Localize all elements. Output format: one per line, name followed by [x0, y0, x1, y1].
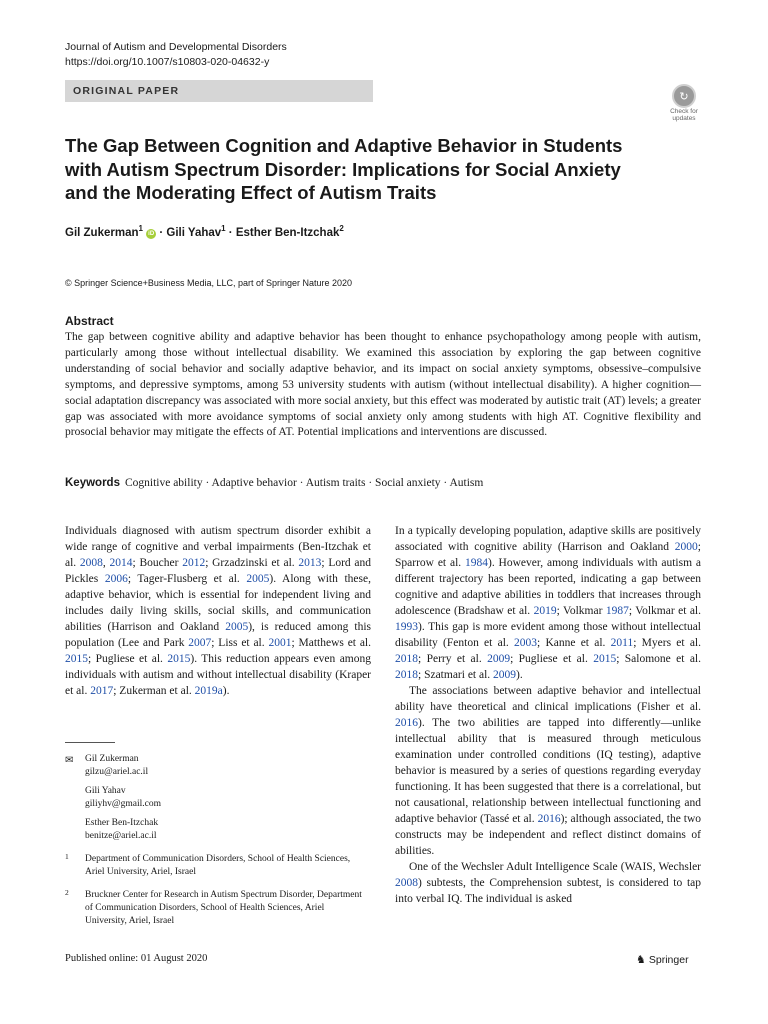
body-paragraph [395, 683, 701, 859]
abstract-heading: Abstract [65, 314, 114, 328]
body-text-run: ); although associated, the two constructs may be independent and reflect distinct domains of abilities. [395, 813, 702, 857]
citation-link[interactable]: 2007 [188, 637, 212, 649]
contact-entry [65, 753, 365, 779]
body-text-run: ; Sparrow et al. [395, 541, 701, 569]
author-separator: · [225, 226, 236, 239]
contact-name: Esther Ben-Itzchak [85, 818, 159, 828]
body-text-run: ; Boucher [132, 557, 183, 569]
body-column-left [65, 523, 371, 699]
author-separator: · [156, 226, 167, 239]
body-text-run: ). Along with these, adaptive behavior, which is essential for independent living and includes daily living skills, social skills, and communication abilities (Harrison and Oakland [65, 573, 371, 633]
author-affil-sup: 1 [221, 224, 226, 233]
contact-email[interactable]: giliyhv@gmail.com [85, 799, 162, 809]
copyright-notice: © Springer Science+Business Media, LLC, part of Springer Nature 2020 [65, 278, 353, 288]
citation-link[interactable]: 2001 [268, 637, 292, 649]
body-text-run: ). This reduction appears even among individuals with autism and without intellectual disability (Kraper et al. [65, 653, 371, 697]
body-text-run: ). However, among individuals with autism a different trajectory has been reported, indicating a gap between cognitive and adaptive abilities in toddlers that increases through adolescence (Bradshaw et al. [395, 557, 701, 617]
citation-link[interactable]: 2009 [487, 653, 511, 665]
body-text-run: ; Matthews et al. [291, 637, 371, 649]
contact-block [65, 753, 365, 928]
affiliation-text: Department of Communication Disorders, School of Health Sciences, Ariel University, Ariel, Israel [85, 854, 351, 877]
body-text-run: ; Szatmari et al. [418, 669, 494, 681]
author-name[interactable]: Gili Yahav [166, 226, 222, 239]
body-text-run: , [102, 557, 110, 569]
contact-name: Gil Zukerman [85, 754, 139, 764]
body-text-run: ; Salomone et al. [616, 653, 702, 665]
journal-header [65, 40, 287, 70]
body-text-run: One of the Wechsler Adult Intelligence Scale (WAIS, Wechsler [409, 861, 701, 873]
check-updates-label-1: Check for [670, 108, 698, 115]
check-for-updates-button[interactable] [664, 84, 704, 126]
contact-entry [65, 817, 365, 843]
citation-link[interactable]: 2019a [194, 685, 223, 697]
body-text-run: In a typically developing population, adaptive skills are positively associated with cognitive ability (Harrison and Oakland [395, 525, 701, 553]
citation-link[interactable]: 2006 [104, 573, 128, 585]
affiliation-number: 1 [65, 852, 69, 861]
body-text-run: ). This gap is more evident among those without intellectual disability (Fenton et al. [395, 621, 701, 649]
published-online-date: Published online: 01 August 2020 [65, 953, 208, 964]
citation-link[interactable]: 2000 [674, 541, 698, 553]
citation-link[interactable]: 2015 [593, 653, 617, 665]
body-text-run: ; Grzadzinski et al. [205, 557, 299, 569]
affiliation-entry [65, 889, 365, 928]
author-name[interactable]: Gil Zukerman [65, 226, 139, 239]
contact-entry [65, 785, 365, 811]
contact-name: Gili Yahav [85, 786, 126, 796]
body-text-run: ; Pugliese et al. [510, 653, 594, 665]
citation-link[interactable]: 1984 [465, 557, 488, 569]
check-updates-label-2: updates [672, 115, 696, 122]
citation-link[interactable]: 2016 [395, 717, 418, 729]
citation-link[interactable]: 2017 [90, 685, 114, 697]
citation-link[interactable]: 1987 [605, 605, 629, 617]
body-text-run: ; Zukerman et al. [113, 685, 195, 697]
body-text-run: ) subtests, the Comprehension subtest, is considered to tap into verbal IQ. The individual is asked [395, 877, 701, 905]
citation-link[interactable]: 2003 [514, 637, 538, 649]
body-text-run: ; Kanne et al. [537, 637, 611, 649]
body-text-run: ; Myers et al. [633, 637, 701, 649]
footnote-rule [65, 742, 115, 743]
affiliation-text: Bruckner Center for Research in Autism Spectrum Disorder, Department of Communication Disorders, School of Health Sciences, Ariel University, Ariel, Israel [85, 890, 362, 926]
body-text-run: ; Perry et al. [418, 653, 488, 665]
author-affil-sup: 1 [138, 224, 143, 233]
citation-link[interactable]: 2005 [225, 621, 249, 633]
citation-link[interactable]: 2014 [109, 557, 133, 569]
affiliation-entry [65, 853, 365, 879]
article-type-badge: ORIGINAL PAPER [65, 80, 373, 102]
paper-title: The Gap Between Cognition and Adaptive Behavior in Students with Autism Spectrum Disorder: Implications for Social Anxiety and the Moderating Effect of Autism Traits [65, 135, 623, 203]
body-paragraph [395, 859, 701, 907]
author-name[interactable]: Esther Ben-Itzchak [235, 226, 340, 239]
body-text-run: ; Liss et al. [211, 637, 269, 649]
body-text-run: ), is reduced among this population (Lee and Park [65, 621, 372, 649]
abstract-text: The gap between cognitive ability and adaptive behavior has been thought to enhance psychopathology among people with autism, particularly among those without intellectual disability. We examined this association by exploring the gap between cognitive understanding of social behavior and socially adaptive behavior, and its impact on social anxiety symptoms, obsessive–compulsive symptoms, and depressive symptoms, among 53 university students with autism (without intellectual disability). A higher cognition—social adaptation discrepancy was associated with more social anxiety, but this effect was moderated by autistic trait (AT) levels; a greater gap was associated with more avoidance symptoms of social anxiety only among students with high AT. Cognitive flexibility and prosocial behavior may mitigate the effects of AT. Potential implications and interventions are discussed. [65, 331, 701, 439]
body-text-run: ). [222, 685, 230, 697]
check-updates-icon: ↻ [672, 84, 696, 108]
keywords-line [65, 477, 483, 489]
affiliation-number: 2 [65, 888, 69, 897]
citation-link[interactable]: 2013 [298, 557, 322, 569]
body-text-run: Individuals diagnosed with autism spectrum disorder exhibit a wide range of cognitive and verbal impairments (Ben-Itzchak et al. [65, 525, 371, 569]
orcid-icon[interactable]: iD [148, 230, 155, 237]
citation-link[interactable]: 2016 [537, 813, 561, 825]
body-text-run: ; Volkmar et al. [628, 605, 702, 617]
citation-link[interactable]: 1993 [395, 621, 418, 633]
citation-link[interactable]: 2015 [65, 653, 88, 665]
citation-link[interactable]: 2019 [533, 605, 557, 617]
body-text-run: ; Lord and Pickles [65, 557, 372, 585]
body-text-run: ; Tager-Flusberg et al. [127, 573, 247, 585]
body-text-run: The associations between adaptive behavior and intellectual ability have theoretical and clinical implications (Fisher et al. [395, 685, 701, 713]
contact-email[interactable]: gilzu@ariel.ac.il [85, 767, 149, 777]
citation-link[interactable]: 2018 [395, 669, 418, 681]
keywords-label: Keywords [65, 477, 120, 489]
envelope-icon: ✉ [65, 755, 74, 766]
body-text-run: ; Volkmar [556, 605, 606, 617]
author-affil-sup: 2 [339, 224, 344, 233]
publisher-logo [636, 953, 689, 966]
citation-link[interactable]: 2009 [493, 669, 517, 681]
citation-link[interactable]: 2011 [610, 637, 634, 649]
citation-link[interactable]: 2012 [182, 557, 206, 569]
body-text-run: ). [516, 669, 523, 681]
author-list [65, 224, 344, 239]
body-paragraph [65, 523, 371, 699]
citation-link[interactable]: 2015 [167, 653, 191, 665]
body-text-run: ). The two abilities are tapped into differently—unlike intellectual ability that is measured through meticulous examination under controlled conditions (IQ testing), adaptive behavior is measured by a series of questions regarding everyday functioning. It has been suggested that there is a correlational, but not causational, relationship between intellectual functioning and adaptive behavior (Tassé et al. [395, 717, 701, 825]
citation-link[interactable]: 2005 [246, 573, 270, 585]
citation-link[interactable]: 2008 [395, 877, 418, 889]
journal-name: Journal of Autism and Developmental Disorders [65, 41, 287, 53]
body-column-right [395, 523, 701, 907]
keywords-text: Cognitive ability · Adaptive behavior · Autism traits · Social anxiety · Autism [124, 477, 484, 489]
body-paragraph [395, 523, 701, 683]
springer-horse-icon: ♞ [636, 954, 646, 966]
contact-email[interactable]: benitze@ariel.ac.il [85, 831, 157, 841]
doi-link[interactable]: https://doi.org/10.1007/s10803-020-04632-y [65, 56, 270, 68]
publisher-name: Springer [648, 954, 689, 966]
body-text-run: ; Pugliese et al. [88, 653, 168, 665]
citation-link[interactable]: 2008 [79, 557, 103, 569]
citation-link[interactable]: 2018 [395, 653, 418, 665]
